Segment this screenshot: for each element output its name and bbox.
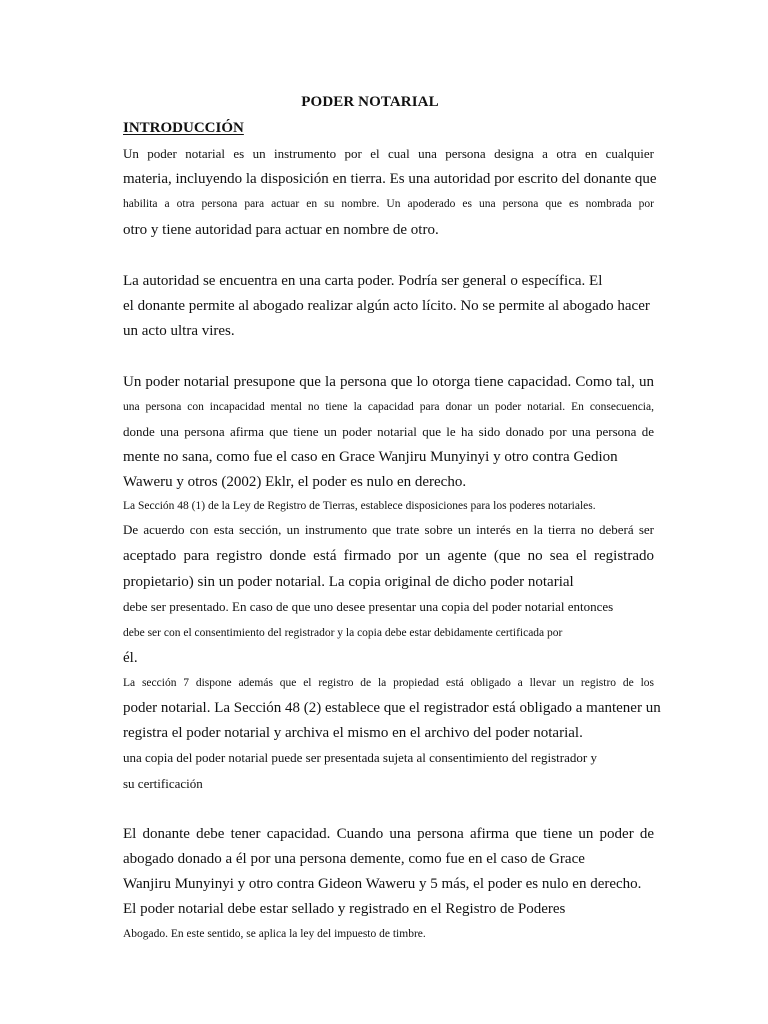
text-line: El poder notarial debe estar sellado y registrado en el Registro de Poderes [123,901,566,917]
text-line: habilita a otra persona para actuar en su nombre. Un apoderado es una persona que es nombrada por [123,198,654,210]
text-line: Abogado. En este sentido, se aplica la ley del impuesto de timbre. [123,928,426,940]
text-line: mente no sana, como fue el caso en Grace Wanjiru Munyinyi y otro contra Gedion [123,449,618,465]
text-line: propietario) sin un poder notarial. La copia original de dicho poder notarial [123,574,574,590]
text-line: registra el poder notarial y archiva el mismo en el archivo del poder notarial. [123,725,583,741]
text-line: materia, incluyendo la disposición en tierra. Es una autoridad por escrito del donante que [123,171,657,187]
text-line: Un poder notarial es un instrumento por el cual una persona designa a otra en cualquier [123,146,654,161]
text-line: La autoridad se encuentra en una carta poder. Podría ser general o específica. El [123,273,603,289]
section-heading: INTRODUCCIÓN [123,120,244,136]
text-line: donde una persona afirma que tiene un poder notarial que le ha sido donado por una persona de [123,424,654,439]
text-line: él. [123,650,138,666]
text-line: abogado donado a él por una persona demente, como fue en el caso de Grace [123,851,585,867]
text-line: La sección 7 dispone además que el registro de la propiedad está obligado a llevar un registro de los [123,677,654,689]
text-line: el donante permite al abogado realizar algún acto lícito. No se permite al abogado hacer [123,298,650,314]
text-line: su certificación [123,776,203,791]
document-title: PODER NOTARIAL [301,94,439,110]
text-line: Waweru y otros (2002) Eklr, el poder es nulo en derecho. [123,474,467,490]
text-line: debe ser con el consentimiento del registrador y la copia debe estar debidamente certificada por [123,627,563,639]
text-line: De acuerdo con esta sección, un instrumento que trate sobre un interés en la tierra no deberá ser [123,522,654,537]
text-line: una copia del poder notarial puede ser presentada sujeta al consentimiento del registrador y [123,750,597,765]
text-line: El donante debe tener capacidad. Cuando una persona afirma que tiene un poder de [123,826,654,842]
text-line: poder notarial. La Sección 48 (2) establece que el registrador está obligado a mantener un [123,700,661,716]
text-line: Wanjiru Munyinyi y otro contra Gideon Waweru y 5 más, el poder es nulo en derecho. [123,876,642,892]
text-line: debe ser presentado. En caso de que uno desee presentar una copia del poder notarial entonces [123,599,614,614]
text-line: una persona con incapacidad mental no tiene la capacidad para donar un poder notarial. En consecuencia, [123,401,654,413]
text-line: otro y tiene autoridad para actuar en nombre de otro. [123,222,439,238]
text-line: La Sección 48 (1) de la Ley de Registro de Tierras, establece disposiciones para los poderes notariales. [123,500,596,512]
text-line: Un poder notarial presupone que la persona que lo otorga tiene capacidad. Como tal, un [123,374,654,390]
text-line: aceptado para registro donde está firmado por un agente (que no sea el registrado [123,548,654,564]
text-line: un acto ultra vires. [123,323,235,339]
